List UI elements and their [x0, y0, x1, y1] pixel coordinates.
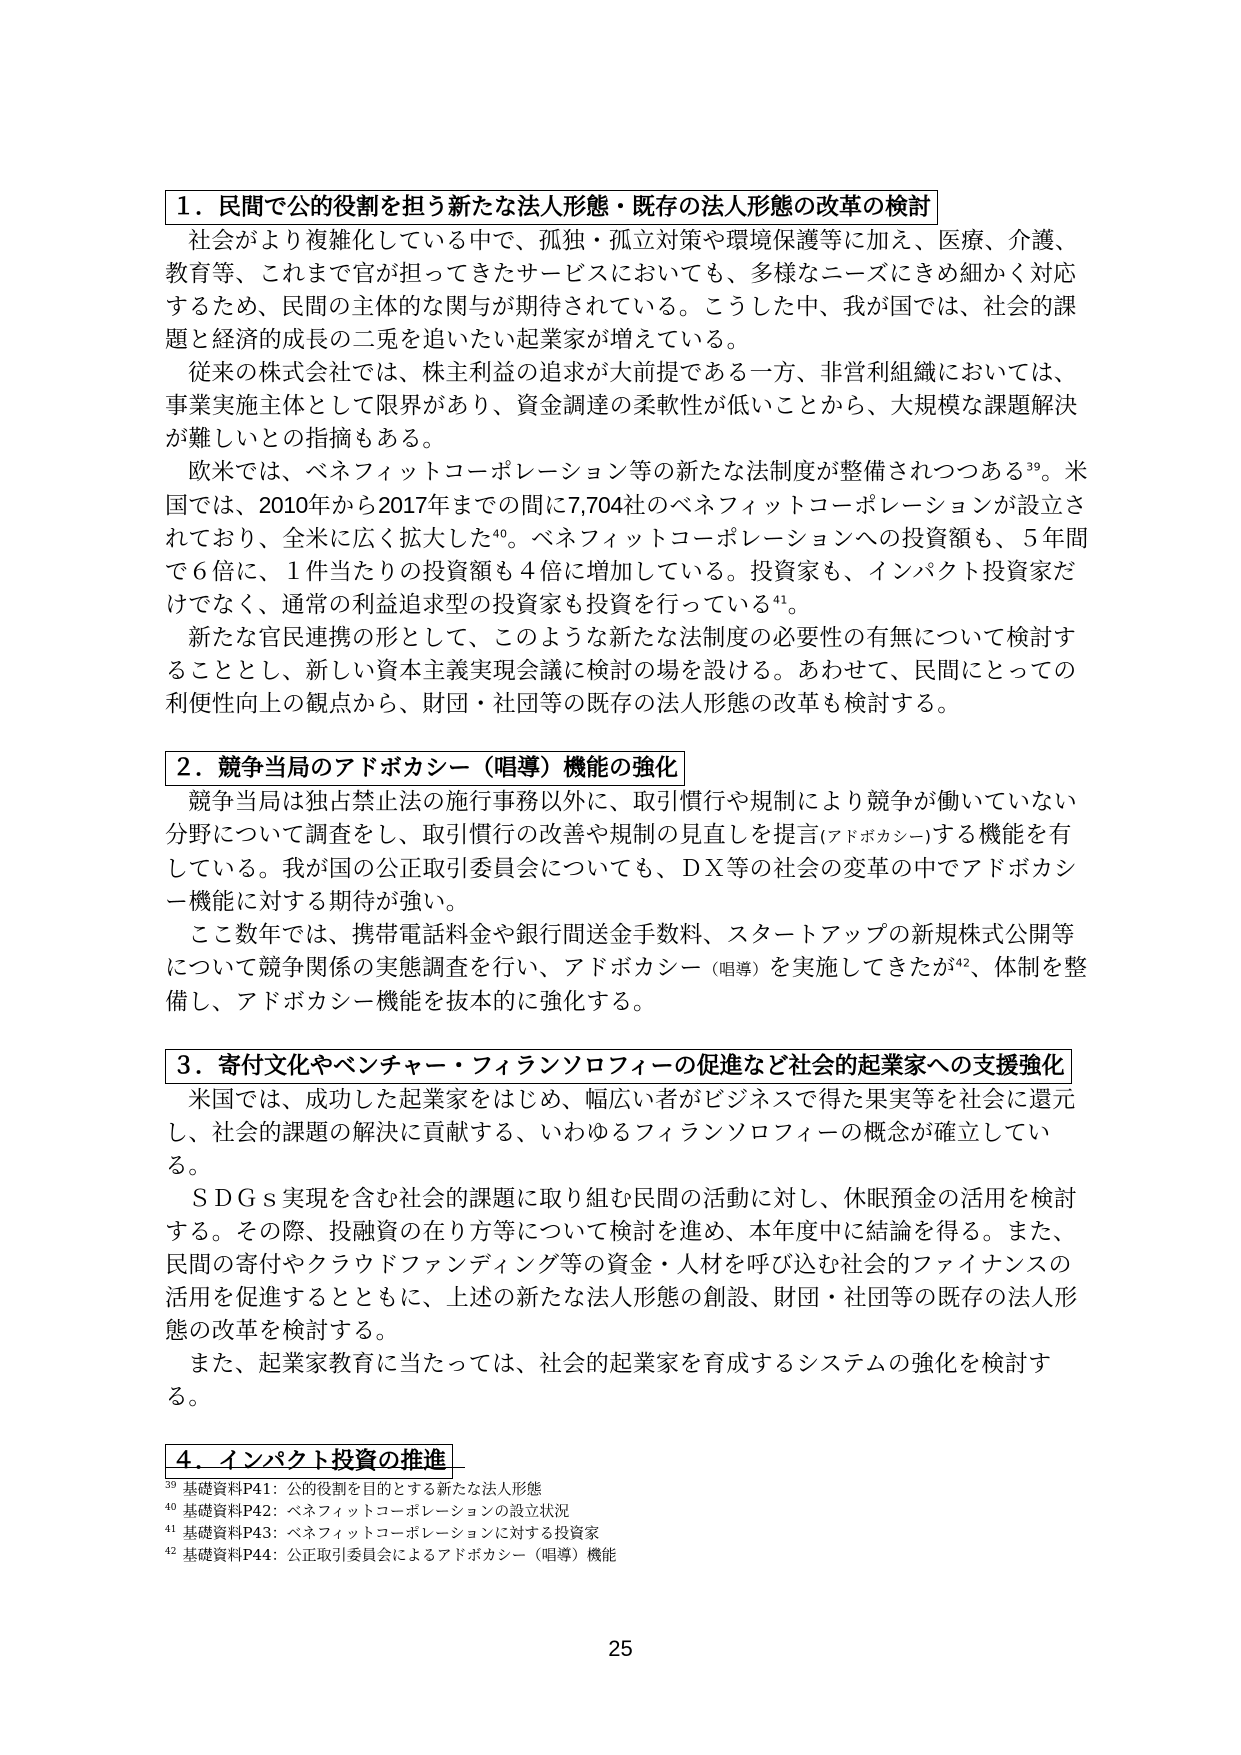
section-heading: ２．競争当局のアドボカシー（唱導）機能の強化 — [165, 751, 685, 786]
footnote-number: 39 — [165, 1481, 177, 1491]
page-number: 25 — [608, 1636, 633, 1661]
section-3 — [165, 1049, 1095, 1414]
text-run: 社のベネフィットコーポレーションが設立されており、全米に広く拡大した — [165, 493, 1087, 552]
text-run: ここ数年では、携帯電話料金や銀行間送金手数料、スタートアップの新規株式公開等について競争関係の実態調査を行い、アドボカシー — [165, 922, 1075, 981]
text-run: を実施してきたが — [768, 955, 956, 981]
footnote-text: 基礎資料P41：公的役割を目的とする新たな法人形態 — [182, 1480, 542, 1498]
paragraph: 米国では、成功した起業家をはじめ、幅広い者がビジネスで得た果実等を社会に還元し、社会的課題の解決に貢献する、いわゆるフィランソロフィーの概念が確立している。 — [165, 1087, 1076, 1179]
number: 2010 — [258, 492, 308, 518]
paragraph: ＳＤＧｓ実現を含む社会的課題に取り組む民間の活動に対し、休眠預金の活用を検討する。その際、投融資の在り方等について検討を進め、本年度中に結論を得る。また、民間の寄付やクラウドファンディング等の資金・人材を呼び込む社会的ファイナンスの活用を促進するとともに、上述の新たな法人形態の創設、財団・社団等の既存の法人形態の改革を検討する。 — [165, 1186, 1078, 1344]
text-run: 競争当局は独占禁止法の施行事務以外に、取引慣行や規制により競争が働いていない分野について調査をし、取引慣行の改善や規制の見直しを提言 — [165, 789, 1078, 848]
number: 2017 — [377, 492, 428, 518]
number: 7,704 — [567, 492, 623, 518]
paragraph: また、起業家教育に当たっては、社会的起業家を育成するシステムの強化を検討する。 — [165, 1351, 1052, 1410]
footnote-number: 42 — [165, 1547, 177, 1557]
paragraph — [165, 456, 1095, 622]
footnote-text: 基礎資料P43：ベネフィットコーポレーションに対する投資家 — [182, 1524, 600, 1542]
text-run: 、体制を整備し、アドボカシー機能を抜本的に強化する。 — [165, 955, 1088, 1015]
footnote — [165, 1522, 1095, 1544]
text-run: する機能を有している。我が国の公正取引委員会についても、ＤＸ等の社会の変革の中でアドボカシー機能に対する期待が強い。 — [165, 822, 1078, 915]
section-heading: ３．寄付文化やベンチャー・フィランソロフィーの促進など社会的起業家への支援強化 — [165, 1049, 1072, 1084]
text-run: 欧米では、ベネフィットコーポレーション等の新たな法制度が整備されつつある — [188, 459, 1027, 485]
footnote-number: 41 — [165, 1525, 177, 1535]
text-run: 年までの間に — [427, 493, 568, 519]
footnote — [165, 1500, 1095, 1522]
small-text: (アドボカシー) — [819, 827, 932, 846]
footnote-number: 40 — [165, 1503, 177, 1513]
section-2 — [165, 751, 1095, 1019]
footnote-ref: 41 — [772, 593, 788, 607]
footnote-divider — [165, 1467, 465, 1468]
section-1 — [165, 190, 1095, 721]
document-body — [165, 190, 1095, 1509]
footnote — [165, 1478, 1095, 1500]
paragraph — [165, 786, 1095, 919]
section-heading: ４．インパクト投資の推進 — [165, 1444, 453, 1479]
footnotes — [165, 1467, 1095, 1566]
footnote-text: 基礎資料P42：ベネフィットコーポレーションの設立状況 — [182, 1502, 570, 1520]
paragraph — [165, 919, 1095, 1019]
footnote-text: 基礎資料P44：公正取引委員会によるアドボカシー（唱導）機能 — [182, 1546, 617, 1564]
paragraph: 従来の株式会社では、株主利益の追求が大前提である一方、非営利組織においては、事業実施主体として限界があり、資金調達の柔軟性が低いことから、大規模な課題解決が難しいとの指摘もある。 — [165, 360, 1078, 452]
text-run: 。ベネフィットコーポレーションへの投資額も、５年間で６倍に、１件当たりの投資額も４倍に増加している。投資家も、インパクト投資家だけでなく、通常の利益追求型の投資家も投資を行っている — [165, 526, 1089, 618]
paragraph: 社会がより複雑化している中で、孤独・孤立対策や環境保護等に加え、医療、介護、教育等、これまで官が担ってきたサービスにおいても、多様なニーズにきめ細かく対応するため、民間の主体的な関与が期待されている。こうした中、我が国では、社会的課題と経済的成長の二兎を追いたい起業家が増えている。 — [165, 228, 1079, 353]
small-text: （唱導） — [702, 960, 769, 979]
footnote — [165, 1544, 1095, 1566]
footnote-ref: 39 — [1026, 460, 1042, 474]
footnote-ref: 42 — [955, 956, 971, 970]
section-heading: １．民間で公的役割を担う新たな法人形態・既存の法人形態の改革の検討 — [165, 190, 938, 225]
text-run: 年から — [307, 493, 378, 519]
paragraph: 新たな官民連携の形として、このような新たな法制度の必要性の有無について検討することとし、新しい資本主義実現会議に検討の場を設ける。あわせて、民間にとっての利便性向上の観点から、財団・社団等の既存の法人形態の改革も検討する。 — [165, 625, 1077, 717]
text-run: 。米国では、 — [165, 459, 1088, 519]
text-run: 。 — [787, 592, 812, 618]
footnote-ref: 40 — [492, 527, 508, 541]
